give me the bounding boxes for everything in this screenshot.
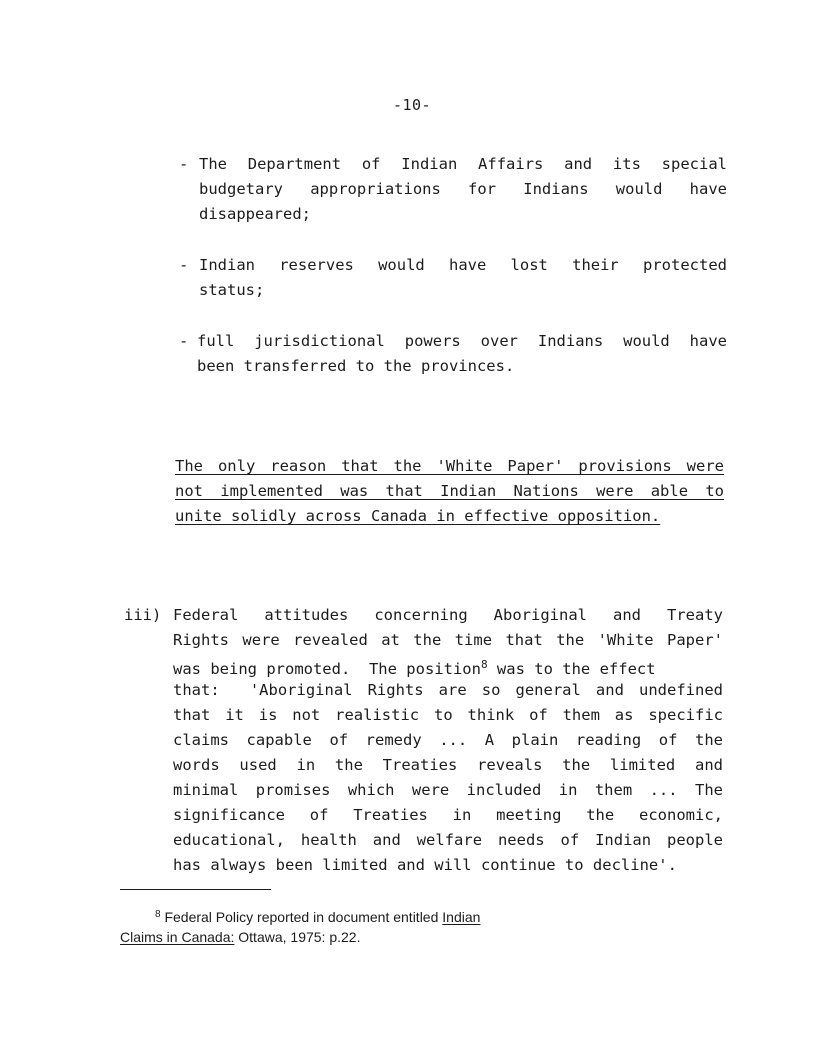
section-line-with-footnote xyxy=(173,656,656,678)
footnote-marker: 8 xyxy=(155,909,161,920)
footnote-title: Claims in Canada: xyxy=(120,929,235,945)
footnote-line-1 xyxy=(155,906,480,926)
section-line: has always been limited and will continue to decline'. xyxy=(173,856,677,874)
footnote-title: Indian xyxy=(442,909,481,925)
underlined-line: not implemented was that Indian Nations were able to xyxy=(175,482,724,500)
section-line: Rights were revealed at the time that the 'White Paper' xyxy=(173,631,723,649)
section-line: that it is not realistic to think of them as specific xyxy=(173,706,723,724)
bullet-line: Indian reserves would have lost their protected xyxy=(199,256,727,274)
bullet-line: disappeared; xyxy=(199,205,311,223)
bullet-dash: - xyxy=(179,256,189,274)
underlined-line: The only reason that the 'White Paper' provisions were xyxy=(175,457,724,475)
footnote-rule xyxy=(120,889,271,890)
bullet-line: The Department of Indian Affairs and its special xyxy=(199,155,727,173)
bullet-line: full jurisdictional powers over Indians would have xyxy=(197,332,727,350)
page-number: -10- xyxy=(392,96,432,114)
section-line: minimal promises which were included in them ... The xyxy=(173,781,723,799)
section-line: words used in the Treaties reveals the limited and xyxy=(173,756,723,774)
bullet-dash: - xyxy=(179,332,189,350)
section-line: claims capable of remedy ... A plain reading of the xyxy=(173,731,723,749)
footnote-reference: 8 xyxy=(480,658,488,671)
footnote-text: Ottawa, 1975: p.22. xyxy=(234,929,361,945)
underlined-line: unite solidly across Canada in effective opposition. xyxy=(175,507,661,525)
bullet-line: status; xyxy=(199,281,265,299)
bullet-line: been transferred to the provinces. xyxy=(197,357,515,375)
section-line: educational, health and welfare needs of Indian people xyxy=(173,831,723,849)
section-line: that: 'Aboriginal Rights are so general and undefined xyxy=(173,681,723,699)
section-line: significance of Treaties in meeting the economic, xyxy=(173,806,723,824)
bullet-line: budgetary appropriations for Indians would have xyxy=(199,180,727,198)
section-label: iii) xyxy=(124,606,162,624)
bullet-dash: - xyxy=(179,155,189,173)
footnote-text: Federal Policy reported in document entitled xyxy=(164,909,443,925)
section-line-tail: was to the effect xyxy=(496,660,656,678)
section-line: Federal attitudes concerning Aboriginal and Treaty xyxy=(173,606,723,624)
section-line-text: was being promoted. The position xyxy=(173,660,481,678)
footnote-line-2 xyxy=(120,928,360,946)
